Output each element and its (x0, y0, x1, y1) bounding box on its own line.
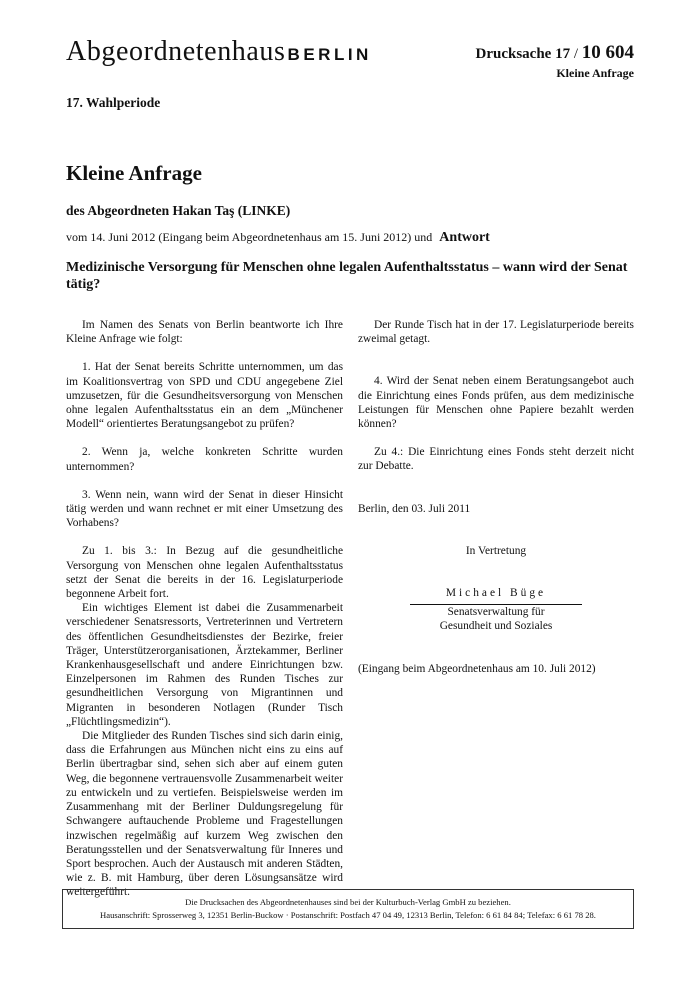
footer-box (62, 889, 634, 929)
antwort-label: Antwort (439, 230, 490, 245)
left-column (66, 318, 343, 900)
date-line (66, 230, 490, 246)
right-column (358, 318, 634, 676)
subject-heading: Medizinische Versorgung für Menschen ohne legalen Aufenthaltsstatus – wann wird der Senat tätig? (66, 260, 628, 292)
page-title: Kleine Anfrage (66, 161, 202, 185)
question-1: 1. Hat der Senat bereits Schritte unternommen, um das im Koalitionsvertrag von SPD und CDU angegebene Ziel umzusetzen, für die Gesundheitsversorgung von Menschen ohne legalen Aufenthaltsstatus ein an dem „Münchener Modell“ orientiertes Beratungsangebot zu prüfen? (66, 361, 343, 431)
footer-line-2: Hausanschrift: Sprosserweg 3, 12351 Berlin-Buckow · Postanschrift: Postfach 47 04 49, 12313 Berlin, Telefon: 6 61 84 84; Telefax: 6 61 78 28. (100, 910, 596, 920)
date-text: vom 14. Juni 2012 (Eingang beim Abgeordnetenhaus am 15. Juni 2012) und (66, 230, 433, 244)
receipt-note: (Eingang beim Abgeordnetenhaus am 10. Juli 2012) (358, 662, 596, 675)
legislative-period: 17. Wahlperiode (66, 95, 161, 110)
question-2: 2. Wenn ja, welche konkreten Schritte wurden unternommen? (66, 446, 343, 473)
intro-paragraph: Im Namen des Senats von Berlin beantworte ich Ihre Kleine Anfrage wie folgt: (66, 319, 343, 346)
office-line-1: Senatsverwaltung für (447, 606, 545, 619)
drucksache-id: 10 604 (581, 42, 634, 63)
question-3: 3. Wenn nein, wann wird der Senat in dieser Hinsicht tätig werden und wann rechnet er mit einer Umsetzung des Vorhabens? (66, 488, 343, 530)
parliament-logo (66, 36, 372, 68)
author-line: des Abgeordneten Hakan Taş (LINKE) (66, 203, 291, 218)
answer-1-3-paragraph-1: Zu 1. bis 3.: In Bezug auf die gesundheitliche Versorgung von Menschen ohne legalen Aufenthaltsstatus setzt der Senat die bereits in der 16. Legislaturperiode begonnene Arbeit fort. (66, 545, 343, 601)
drucksache-number (476, 42, 635, 64)
office-line-2: Gesundheit und Soziales (439, 620, 553, 633)
logo-city: BERLIN (287, 45, 372, 64)
place-date: Berlin, den 03. Juli 2011 (358, 502, 471, 515)
doc-type-label: Kleine Anfrage (556, 66, 634, 80)
drucksache-separator: / (573, 46, 578, 62)
question-4: 4. Wird der Senat neben einem Beratungsangebot auch die Einrichtung eines Fonds prüfen, aus dem medizinische Leistungen für Menschen ohne Papiere bezahlt werden können? (358, 375, 634, 431)
answer-1-3-paragraph-3: Die Mitglieder des Runden Tisches sind sich darin einig, dass die Erfahrungen aus München nicht eins zu eins auf Berlin übertragbar sind, sehen sich aber auf einem guten Weg, die begonnene vertrauensvolle Zusammenarbeit weiter zu entwickeln und zu vertiefen. Beispielsweise werden im Zusammenhang mit der Berliner Duldungsregelung für Schwangere auftauchende Probleme und Fragestellungen inzwischen regelmäßig auf kurzem Weg zwischen den Beratungsstellen und der Senatsverwaltung für Inneres und Sport besprochen. Auch der Austausch mit anderen Städten, wie z. B. mit Hamburg, über deren Lösungsansätze wird weitergeführt. (66, 730, 343, 899)
answer-1-3-paragraph-2: Ein wichtiges Element ist dabei die Zusammenarbeit verschiedener Senatsressorts, Vertreterinnen und Vertretern des öffentlichen Gesundheitsdienstes der Bezirke, freier Träger, Unterstützerorganisationen, Ärztekammer, Berliner Krankenhausgesellschaft und andere Einrichtungen bzw. Einzelpersonen im Rahmen des Runden Tisches zur gesundheitlichen Versorgung von Migrantinnen und Migranten in besonderen Notlagen (Runder Tisch „Flüchtlingsmedizin“). (66, 602, 343, 728)
signer-name: Michael Büge (445, 587, 547, 600)
footer-line-1: Die Drucksachen des Abgeordnetenhauses sind bei der Kulturbuch-Verlag GmbH zu beziehen. (185, 897, 511, 907)
answer-1-3-paragraph-4: Der Runde Tisch hat in der 17. Legislaturperiode bereits zweimal getagt. (358, 319, 634, 346)
drucksache-label: Drucksache 17 (475, 46, 571, 62)
logo-text: Abgeordnetenhaus (66, 36, 286, 67)
answer-4: Zu 4.: Die Einrichtung eines Fonds steht derzeit nicht zur Debatte. (358, 446, 634, 473)
in-vertretung: In Vertretung (465, 544, 527, 557)
